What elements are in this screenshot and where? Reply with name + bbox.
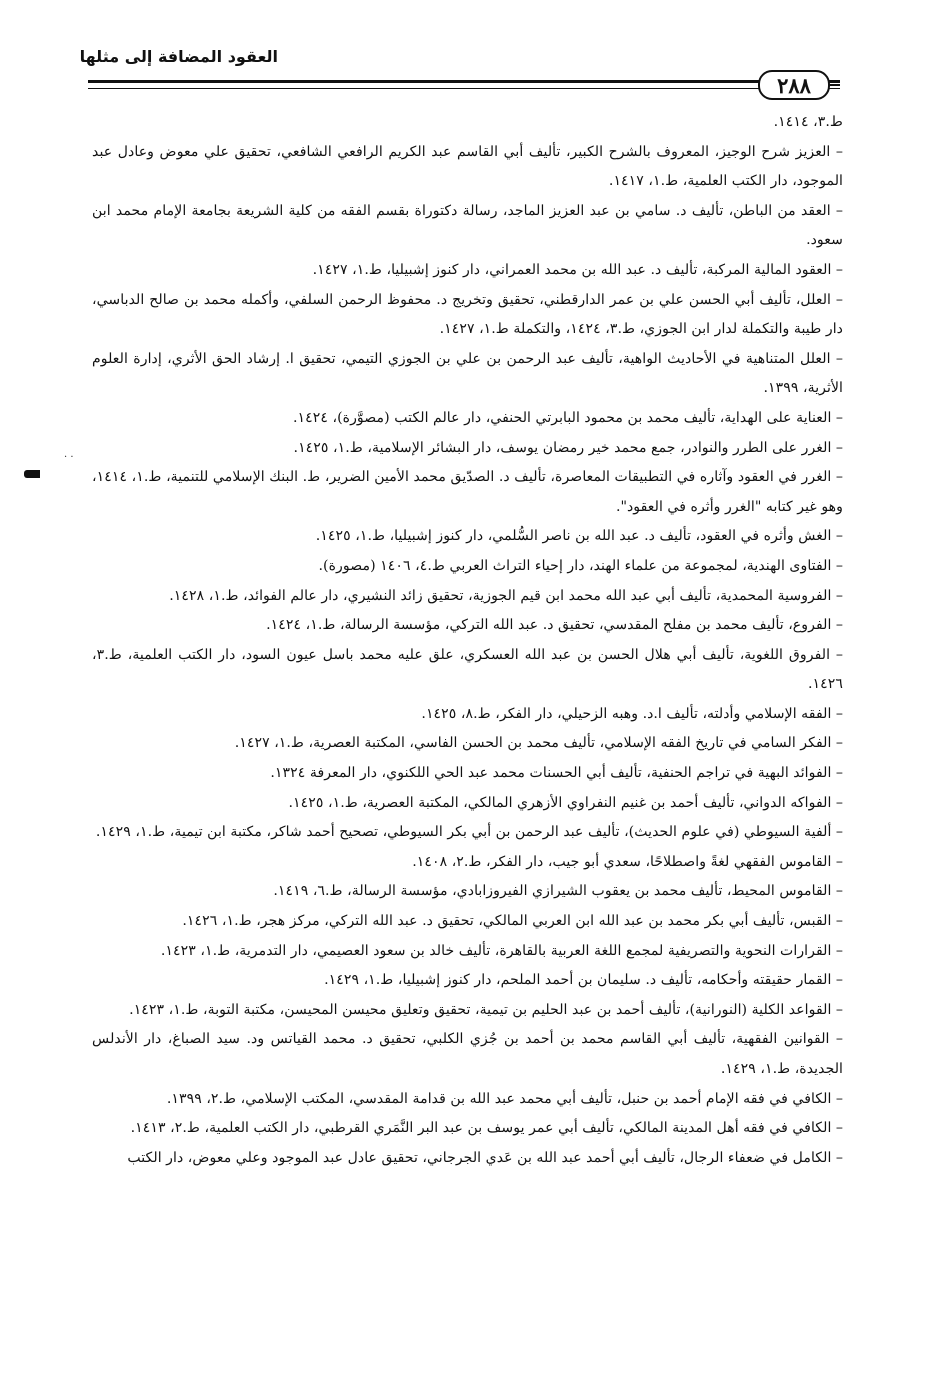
bibliography-entry: – القاموس الفقهي لغةً واصطلاحًا، سعدي أبو جيب، دار الفكر، ط.٢، ١٤٠٨. [412, 853, 843, 870]
bibliography-entry: – الكامل في ضعفاء الرجال، تأليف أبي أحمد عبد الله بن عَدي الجرجاني، تحقيق عادل عبد الموجود وعلي معوض، دار الكتب [127, 1149, 843, 1166]
bibliography-entry: – الفروق اللغوية، تأليف أبي هلال الحسن بن عبد الله العسكري، علق عليه محمد باسل عيون السود، دار الكتب العلمية، ط.٣، ١٤٢٦. [92, 646, 843, 693]
bibliography-entry: – الغرر على الطرر والنوادر، جمع محمد خير رمضان يوسف، دار البشائر الإسلامية، ط.١، ١٤٢٥. [293, 439, 843, 456]
bibliography-entry: – الفروع، تأليف محمد بن مفلح المقدسي، تحقيق د. عبد الله التركي، مؤسسة الرسالة، ط.١، ١٤٢٤. [266, 617, 843, 634]
header-rule-thin [88, 88, 840, 89]
bibliography-entry: – الفقه الإسلامي وأدلته، تأليف ا.د. وهبه الزحيلي، دار الفكر، ط.٨، ١٤٢٥. [421, 705, 843, 722]
page-number-tick [830, 84, 840, 86]
bibliography-entry: – الكافي في فقه الإمام أحمد بن حنبل، تأليف أبي محمد عبد الله بن قدامة المقدسي، المكتب الإسلامي، ط.٢، ١٣٩٩. [166, 1090, 843, 1107]
margin-specks: · · [64, 452, 74, 463]
bibliography-entry: – العلل المتناهية في الأحاديث الواهية، تأليف عبد الرحمن بن علي بن الجوزي التيمي، تحقيق ا. إرشاد الحق الأثري، إدارة العلوم الأثرية، ١٣٩٩. [92, 350, 843, 397]
bibliography-entry: – العزيز شرح الوجيز، المعروف بالشرح الكبير، تأليف أبي القاسم عبد الكريم الرافعي الشافعي، تحقيق علي معوض وعادل عبد الموجود، دار الكتب العلمية، ط.١، ١٤١٧. [92, 143, 843, 190]
bibliography-entry: – القوانين الفقهية، تأليف أبي القاسم محمد بن أحمد بن جُزي الكلبي، تحقيق د. محمد القياتس ود. سيد الصباغ، دار الأندلس الجديدة، ط.١، ١٤٢٩. [92, 1031, 843, 1077]
bibliography-list [92, 108, 843, 1173]
bibliography-entry: – الغش وأثره في العقود، تأليف د. عبد الله بن ناصر السُّلمي، دار كنوز إشبيليا، ط.١، ١٤٢٥. [315, 528, 843, 545]
bibliography-entry: – ألفية السيوطي (في علوم الحديث)، تأليف عبد الرحمن بن أبي بكر السيوطي، تصحيح أحمد شاكر، مكتبة ابن تيمية، ط.١، ١٤٢٩. [95, 824, 843, 841]
bibliography-entry: – القرارات النحوية والتصريفية لمجمع اللغة العربية بالقاهرة، تأليف خالد بن سعود العصيمي، دار التدمرية، ط.١، ١٤٢٣. [160, 942, 843, 959]
page-number: ٢٨٨ [758, 70, 830, 100]
bibliography-entry: – الفواكه الدواني، تأليف أحمد بن غنيم النفراوي الأزهري المالكي، المكتبة العصرية، ط.١، ١٤٢٥. [288, 794, 843, 811]
bibliography-entry: – العناية على الهداية، تأليف محمد بن محمود البابرتي الحنفي، دار عالم الكتب (مصوَّرة)، ١٤٢٤. [293, 409, 843, 426]
bibliography-entry: – العقود المالية المركبة، تأليف د. عبد الله بن محمد العمراني، دار كنوز إشبيليا، ط.١، ١٤٢٧. [312, 261, 843, 278]
bibliography-entry: – الفوائد البهية في تراجم الحنفية، تأليف أبي الحسنات محمد عبد الحي اللكنوي، دار المعرفة ١٣٢٤. [270, 765, 843, 782]
bibliography-entry: – الفروسية المحمدية، تأليف أبي عبد الله محمد ابن قيم الجوزية، تحقيق زائد النشيري، دار عالم الفوائد، ط.١، ١٤٢٨. [169, 587, 843, 604]
bibliography-entry: – الغرر في العقود وآثاره في التطبيقات المعاصرة، تأليف د. الصدّيق محمد الأمين الضرير، ط. البنك الإسلامي للتنمية، ط.١، ١٤١٤، وهو غير كتابه "الغرر وأثره في العقود". [92, 469, 844, 515]
bibliography-entry: – القاموس المحيط، تأليف محمد بن يعقوب الشيرازي الفيروزابادي، مؤسسة الرسالة، ط.٦، ١٤١٩. [273, 883, 843, 900]
bibliography-entry: – القبس، تأليف أبي بكر محمد بن عبد الله ابن العربي المالكي، تحقيق د. عبد الله التركي، مركز هجر، ط.١، ١٤٢٦. [182, 913, 843, 930]
bibliography-entry: – القمار حقيقته وأحكامه، تأليف د. سليمان بن أحمد الملحم، دار كنوز إشبيليا، ط.١، ١٤٢٩. [324, 972, 843, 989]
bibliography-entry: – الكافي في فقه أهل المدينة المالكي، تأليف أبي عمر يوسف بن عبد البر النَّمَري القرطبي، دار الكتب العلمية، ط.٢، ١٤١٣. [130, 1120, 843, 1137]
bibliography-entry: – الفكر السامي في تاريخ الفقه الإسلامي، تأليف محمد بن الحسن الفاسي، المكتبة العصرية، ط.١، ١٤٢٧. [234, 735, 843, 752]
bibliography-entry: – القواعد الكلية (النورانية)، تأليف أحمد بن عبد الحليم بن تيمية، تحقيق وتعليق محيسن المحيسن، مكتبة التوبة، ط.١، ١٤٢٣. [129, 1001, 843, 1018]
bibliography-entry: ط.٣، ١٤١٤. [773, 114, 843, 130]
bibliography-entry: – العلل، تأليف أبي الحسن علي بن عمر الدارقطني، تحقيق وتخريج د. محفوظ الرحمن السلفي، وأكمله محمد بن صالح الدباسي، دار طيبة والتكملة لدار ابن الجوزي، ط.٣، ١٤٢٤، والتكملة ط.١، ١٤٢٧. [92, 291, 843, 338]
bibliography-entry: – العقد من الباطن، تأليف د. سامي بن عبد العزيز الماجد، رسالة دكتوراة بقسم الفقه من كلية الشريعة بجامعة الإمام محمد ابن سعود. [92, 202, 843, 249]
bibliography-entry: – الفتاوى الهندية، لمجموعة من علماء الهند، دار إحياء التراث العربي ط.٤، ١٤٠٦ (مصورة). [318, 557, 843, 574]
header-rule-thick [88, 80, 840, 83]
margin-ink-mark [24, 470, 40, 478]
running-header-title: العقود المضافة إلى مثلها [79, 47, 278, 66]
